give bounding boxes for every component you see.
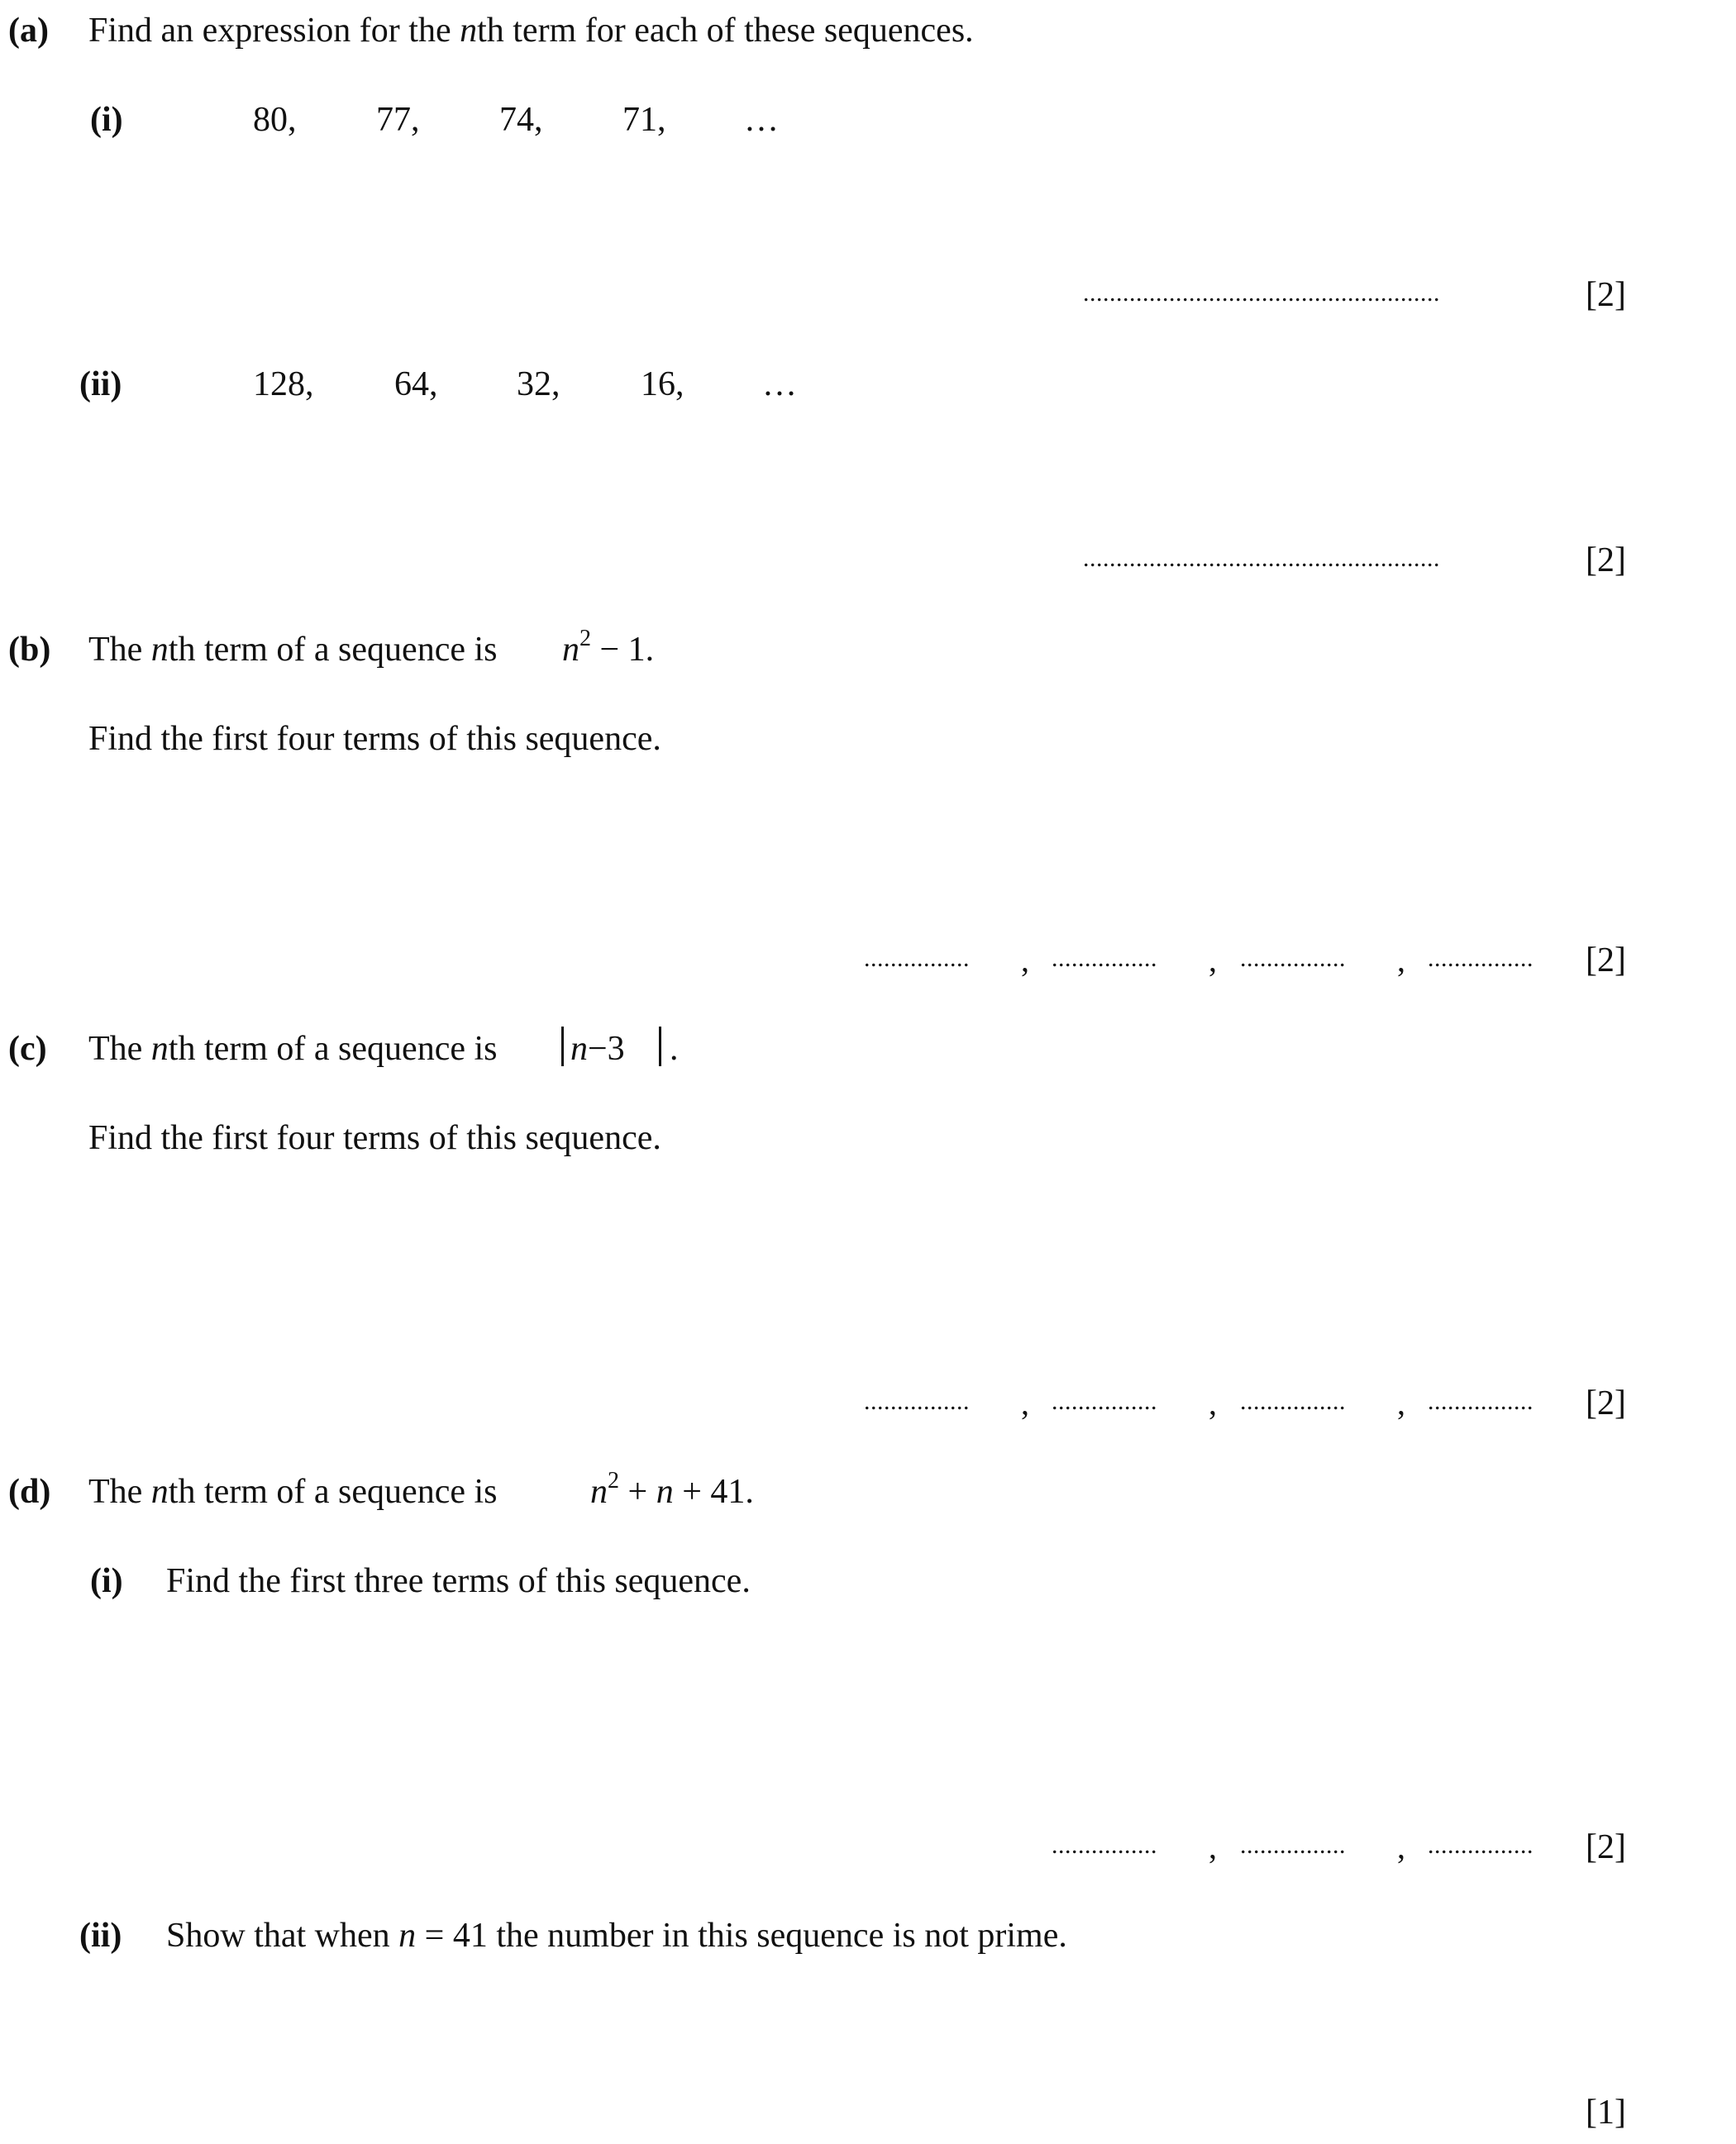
marks-c: [2] <box>1586 1384 1626 1422</box>
answer-blank-c-1[interactable]: ................ <box>864 1389 970 1414</box>
answer-blank-c-2[interactable]: ................ <box>1052 1389 1157 1414</box>
sequence-term: 64, <box>394 365 438 403</box>
marks-a-ii: [2] <box>1586 541 1626 579</box>
answer-separator: , <box>1021 941 1029 979</box>
answer-blank-d-2[interactable]: ................ <box>1240 1833 1346 1858</box>
part-c-expression: n−3 <box>570 1030 625 1068</box>
part-c-instruction: Find the first four terms of this sequence. <box>88 1119 661 1157</box>
answer-blank-b-4[interactable]: ................ <box>1428 946 1533 971</box>
sequence-ellipsis: … <box>762 365 797 403</box>
part-c-expression-end: . <box>670 1030 679 1068</box>
sequence-ellipsis: … <box>744 101 779 139</box>
part-a-label: (a) <box>8 12 49 50</box>
sequence-term: 32, <box>517 365 560 403</box>
sequence-term: 16, <box>641 365 684 403</box>
marks-d-i: [2] <box>1586 1828 1626 1866</box>
abs-bar-right <box>659 1027 661 1066</box>
answer-separator: , <box>1209 941 1217 979</box>
part-a-ii-label: (ii) <box>79 365 122 403</box>
answer-line-a-i[interactable]: ...................................................... <box>1083 281 1440 306</box>
part-b-stem: The nth term of a sequence is <box>88 631 498 669</box>
marks-a-i: [2] <box>1586 276 1626 314</box>
answer-separator: , <box>1397 1828 1405 1865</box>
sequence-term: 77, <box>376 101 420 139</box>
answer-blank-b-2[interactable]: ................ <box>1052 946 1157 971</box>
answer-separator: , <box>1397 941 1405 979</box>
part-d-label: (d) <box>8 1473 51 1511</box>
part-a-i-label: (i) <box>90 101 123 139</box>
sequence-term: 71, <box>622 101 666 139</box>
sequence-term: 128, <box>253 365 314 403</box>
part-d-stem: The nth term of a sequence is <box>88 1473 498 1511</box>
answer-separator: , <box>1397 1384 1405 1422</box>
part-d-ii-instruction: Show that when n = 41 the number in this sequence is not prime. <box>166 1917 1067 1955</box>
answer-separator: , <box>1209 1828 1217 1865</box>
part-b-instruction: Find the first four terms of this sequence. <box>88 720 661 758</box>
answer-blank-d-1[interactable]: ................ <box>1052 1833 1157 1858</box>
sequence-term: 74, <box>499 101 543 139</box>
answer-separator: , <box>1209 1384 1217 1422</box>
sequence-term: 80, <box>253 101 297 139</box>
part-a-prompt: Find an expression for the nth term for each of these sequences. <box>88 12 974 50</box>
part-d-ii-label: (ii) <box>79 1917 122 1955</box>
marks-b: [2] <box>1586 941 1626 979</box>
answer-blank-c-4[interactable]: ................ <box>1428 1389 1533 1414</box>
answer-blank-b-1[interactable]: ................ <box>864 946 970 971</box>
part-b-expression: $n^2 - 1$. <box>562 626 655 669</box>
abs-bar-left <box>561 1027 564 1066</box>
answer-blank-c-3[interactable]: ................ <box>1240 1389 1346 1414</box>
marks-d-ii: [1] <box>1586 2094 1626 2132</box>
part-c-label: (c) <box>8 1030 47 1068</box>
answer-line-a-ii[interactable]: ...................................................... <box>1083 546 1440 571</box>
part-c-stem: The nth term of a sequence is <box>88 1030 498 1068</box>
answer-blank-b-3[interactable]: ................ <box>1240 946 1346 971</box>
answer-blank-d-3[interactable]: ................ <box>1428 1833 1533 1858</box>
part-d-i-instruction: Find the first three terms of this sequence. <box>166 1562 751 1600</box>
part-d-i-label: (i) <box>90 1562 123 1600</box>
part-b-label: (b) <box>8 631 51 669</box>
part-d-expression: $n^2 + n + 41$. <box>590 1468 754 1511</box>
answer-separator: , <box>1021 1384 1029 1422</box>
